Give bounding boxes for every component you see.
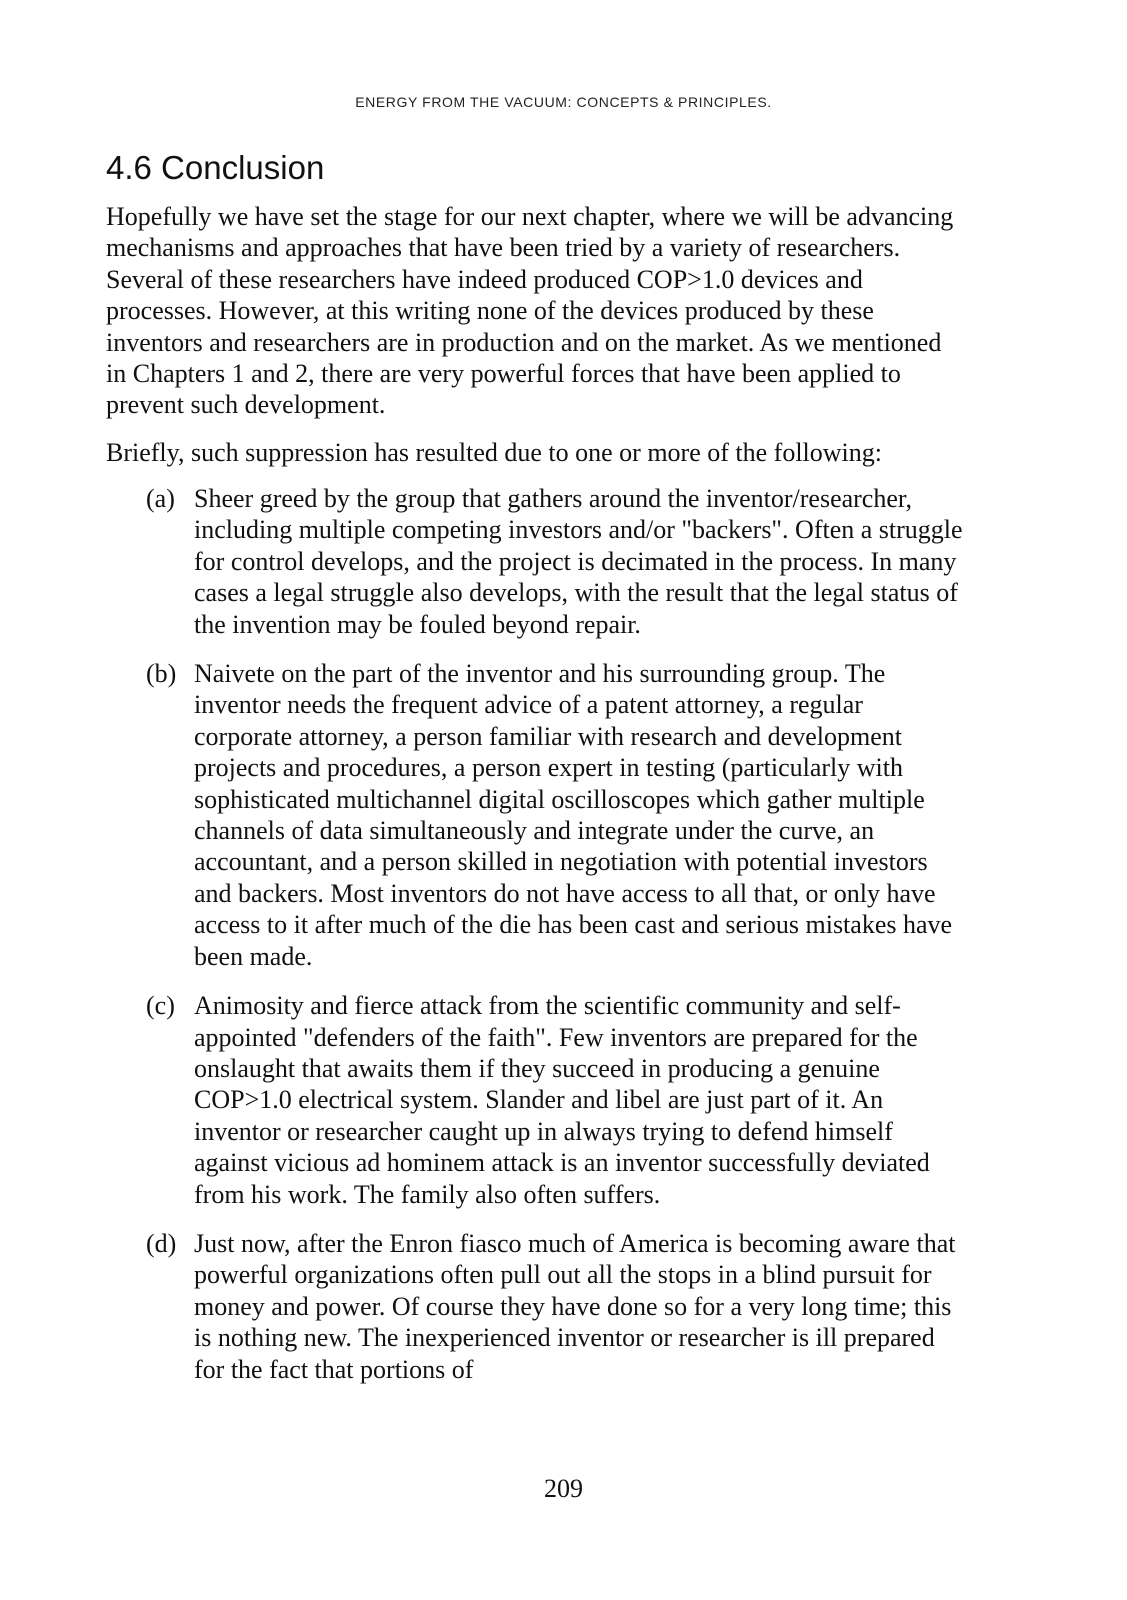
list-item-text: Animosity and fierce attack from the scientific community and self-appointed "defenders of the faith". Few inventors are prepared for the onslaught that awaits them if they succeed in producing a genuine COP>1.0 electrical system. Slander and libel are just part of it. An inventor or researcher caught up in always trying to defend himself against vicious ad hominem attack is an inventor successfully deviated from his work. The family also often suffers. [194,991,930,1209]
list-item-text: Sheer greed by the group that gathers around the inventor/researcher, including multiple competing investors and/or "backers". Often a struggle for control develops, and the project is decimated in the process. In many cases a legal struggle also develops, with the result that the legal status of the invention may be fouled beyond repair. [194,484,963,639]
list-item-text: Just now, after the Enron fiasco much of America is becoming aware that powerful organizations often pull out all the stops in a blind pursuit for money and power. Of course they have done so for a very long time; this is nothing new. The inexperienced inventor or researcher is ill prepared for the fact that portions of [194,1228,956,1384]
body-paragraph: Hopefully we have set the stage for our next chapter, where we will be advancing mechanisms and approaches that have been tried by a variety of researchers. Several of these researchers have indeed produced COP>1.0 devices and processes. However, at this writing none of the devices produced by these inventors and researchers are in production and on the market. As we mentioned in Chapters 1 and 2, there are very powerful forces that have been applied to prevent such development. [106,202,954,420]
list-item [146,1228,966,1385]
list-item [146,990,966,1210]
list-item [146,658,966,972]
list-marker: (d) [146,1228,177,1258]
suppression-causes-list [146,483,966,1403]
page-number: 209 [544,1474,583,1503]
list-item [146,483,966,640]
list-marker: (b) [146,659,177,689]
running-header: ENERGY FROM THE VACUUM: CONCEPTS & PRINCIPLES. [355,94,772,110]
list-marker: (a) [146,484,175,513]
body-paragraph: Briefly, such suppression has resulted due to one or more of the following: [106,438,882,467]
list-marker: (c) [146,991,175,1021]
list-item-text: Naivete on the part of the inventor and his surrounding group. The inventor needs the frequent advice of a patent attorney, a regular corporate attorney, a person familiar with research and development projects and procedures, a person expert in testing (particularly with sophisticated multichannel digital oscilloscopes which gather multiple channels of data simultaneously and integrate under the curve, an accountant, and a person skilled in negotiation with potential investors and backers. Most inventors do not have access to all that, or only have access to it after much of the die has been cast and serious mistakes have been made. [194,659,953,971]
section-title: 4.6 Conclusion [106,149,325,186]
